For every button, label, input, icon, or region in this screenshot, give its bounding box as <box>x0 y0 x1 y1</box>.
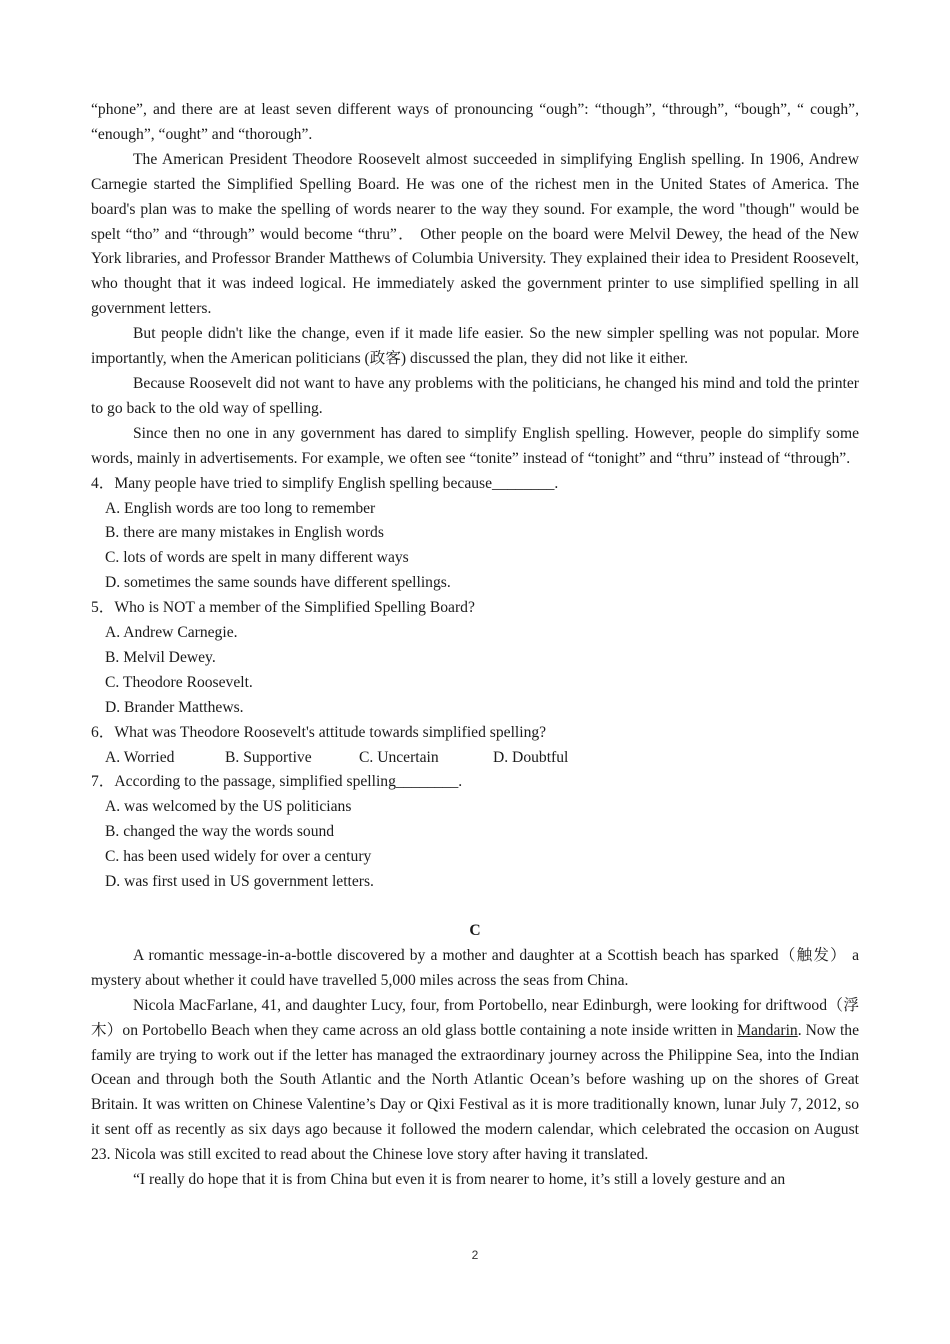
passage-b-paragraph-2: But people didn't like the change, even if it made life easier. So the new simpler spelling was not popular. More importantly, when the American politicians (政客) discussed the plan, they did not like it either. <box>91 325 859 368</box>
passage-b-paragraph-0: “phone”, and there are at least seven different ways of pronouncing “ough”: “though”, “through”, “bough”, “ cough”, “enough”, “ought” and “thorough”. <box>91 101 859 143</box>
option-a: A. Worried <box>105 748 175 766</box>
question-5 <box>91 596 859 721</box>
question-stem: 7．According to the passage, simplified spelling________. <box>91 773 463 791</box>
option-a: A. was welcomed by the US politicians <box>105 798 352 816</box>
passage-b-paragraph-3: Because Roosevelt did not want to have any problems with the politicians, he changed his mind and told the printer to go back to the old way of spelling. <box>91 374 859 417</box>
paragraph-text-start: Nicola MacFarlane, 41, and daughter Lucy, four, from Portobello, near Edinburgh, were looking for driftwood（浮木）on Portobello Beach when they came across an old glass bottle containing a note inside written in <box>91 996 859 1039</box>
option-c: C. lots of words are spelt in many different ways <box>105 549 409 567</box>
question-stem: 6．What was Theodore Roosevelt's attitude towards simplified spelling? <box>91 723 547 741</box>
option-d: D. sometimes the same sounds have different spellings. <box>105 574 451 592</box>
option-c: C. Theodore Roosevelt. <box>105 673 253 691</box>
page-number: 2 <box>471 1248 479 1262</box>
question-4 <box>91 472 859 597</box>
option-d: D. was first used in US government letters. <box>105 873 374 891</box>
question-stem: 4．Many people have tried to simplify English spelling because________. <box>91 474 559 492</box>
section-title-c: C <box>469 922 481 939</box>
paragraph-text-end: . Now the family are trying to work out if the letter has managed the extraordinary journey across the Philippine Sea, into the Indian Ocean and through both the South Atlantic and the North Atlantic Ocean’s before washing up on the shores of Great Britain. It was written on Chinese Valentine’s Day or Qixi Festival as it is more traditionally known, lunar July 7, 2012, so it sent off as recently as six days ago because it followed the modern calendar, which celebrated the occasion on August 23. Nicola was still excited to read about the Chinese love story after having it translated. <box>91 1021 859 1164</box>
option-c: C. Uncertain <box>359 748 439 766</box>
option-b: B. Melvil Dewey. <box>105 648 216 666</box>
passage-c-paragraph-2 <box>91 994 859 1168</box>
option-b: B. changed the way the words sound <box>105 823 335 841</box>
options-row <box>105 746 859 771</box>
option-c: C. has been used widely for over a century <box>105 848 372 866</box>
option-b: B. Supportive <box>225 748 312 766</box>
passage-c-paragraph-3: “I really do hope that it is from China but even it is from nearer to home, it’s still a lovely gesture and an <box>133 1171 786 1189</box>
passage-b-paragraph-1: The American President Theodore Roosevelt almost succeeded in simplifying English spelling. In 1906, Andrew Carnegie started the Simplified Spelling Board. He was one of the richest men in the United States of America. The board's plan was to make the spelling of words nearer to the way they sound. For example, the word "though" would be spelt “tho” and “through” would become “thru”． Other people on the board were Melvil Dewey, the head of the New York libraries, and Professor Brander Matthews of Columbia University. They explained their idea to President Roosevelt, who thought that it was indeed logical. He immediately asked the government printer to use simplified spelling in all government letters. <box>91 150 859 318</box>
option-a: A. Andrew Carnegie. <box>105 624 238 642</box>
question-6 <box>91 721 859 771</box>
underlined-word: Mandarin <box>737 1021 798 1039</box>
passage-b-paragraph-4: Since then no one in any government has dared to simplify English spelling. However, people do simplify some words, mainly in advertisements. For example, we often see “tonite” instead of “tonight” and “thru” instead of “through”. <box>91 424 859 467</box>
question-7 <box>91 770 859 895</box>
page-content <box>91 98 859 1193</box>
option-d: D. Brander Matthews. <box>105 698 244 716</box>
option-b: B. there are many mistakes in English words <box>105 524 384 542</box>
passage-c-paragraph-1: A romantic message-in-a-bottle discovered by a mother and daughter at a Scottish beach has sparked（触发） a mystery about whether it could have travelled 5,000 miles across the seas from China. <box>91 946 859 989</box>
option-d: D. Doubtful <box>493 748 569 766</box>
question-stem: 5．Who is NOT a member of the Simplified Spelling Board? <box>91 599 475 617</box>
option-a: A. English words are too long to remember <box>105 499 376 517</box>
